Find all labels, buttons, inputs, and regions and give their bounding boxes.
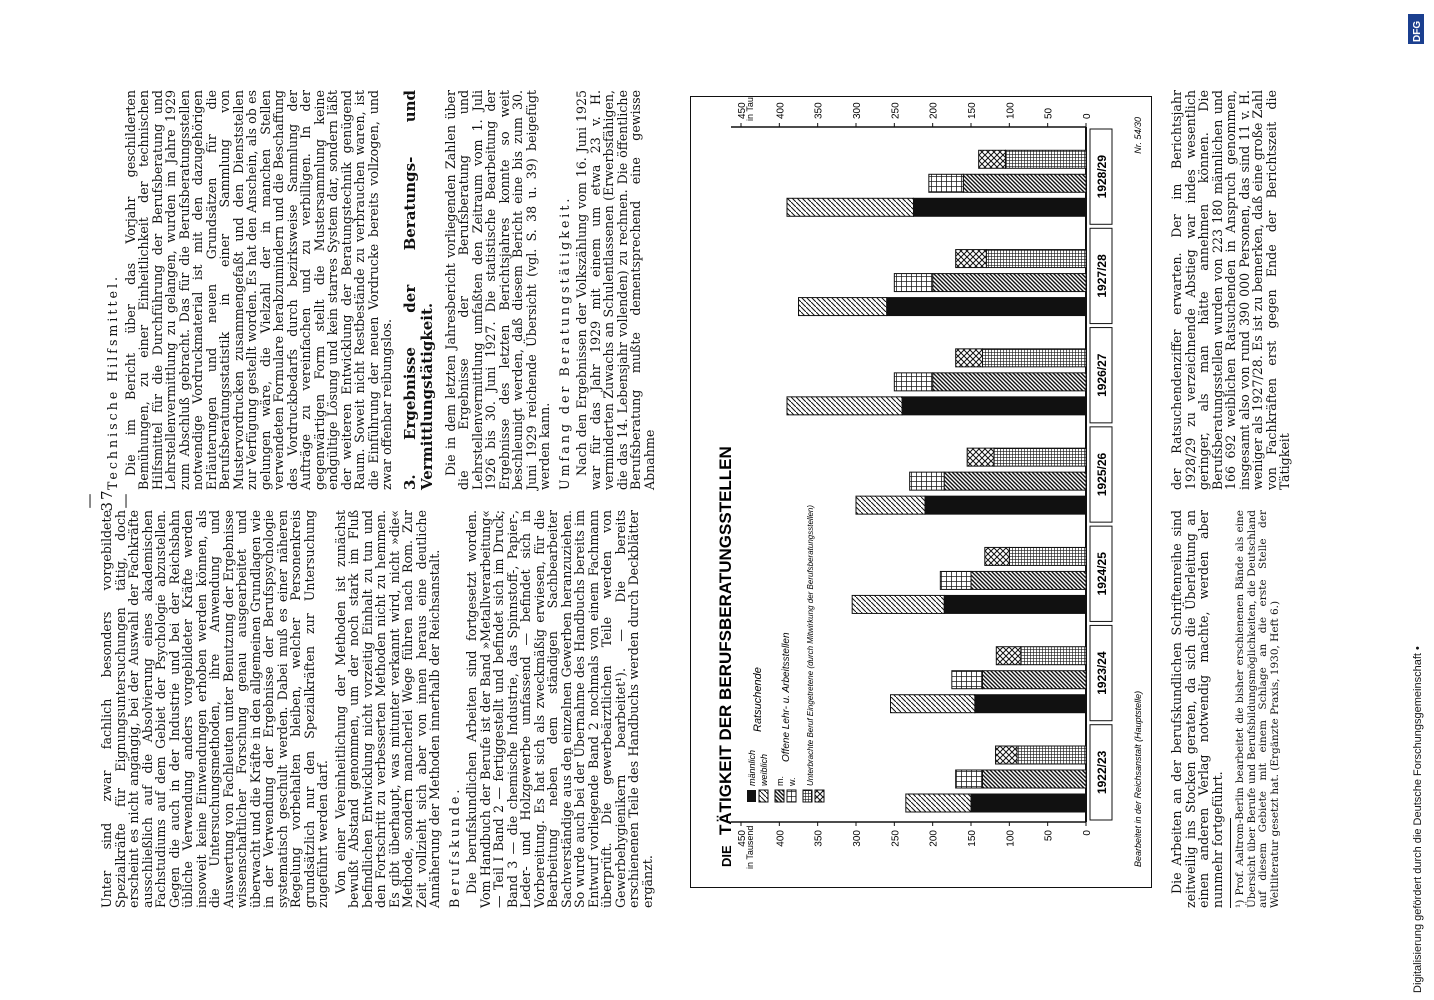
y-tick-label-right: 50 (1043, 107, 1055, 119)
category-label: 1925/26 (1095, 452, 1109, 497)
bar-segment (944, 472, 1086, 490)
bar-segment (887, 298, 1086, 316)
paragraph: Unter sind zwar fachlich besonders vorgebildete Spezialkräfte für Eignungsuntersuchungen tätig, doch erscheint es nicht angängig, bei der Auswahl der Fachkräfte ausschließlich auf die Absolvierung eines akademischen Fachstudiums auf dem Gebiet der Psychologie abzustellen. Gegen die auch in der Industrie und bei der Reichsbahn übliche Verwendung anders vorgebildeter Kräfte werden insoweit keine Einwendungen erhoben werden können, als die Untersuchungsmethoden, ihre Anwendung und Auswertung von Fachleuten unter Benutzung der Ergebnisse wissenschaftlicher Forschung genau ausgearbeitet und überwacht und die Kräfte in den allgemeinen Grundlagen wie in der Verwendung der Ergebnisse der Berufspsychologie systematisch geschult werden. Dabei muß es einer näheren Regelung vorbehalten bleiben, welcher Personenkreis grundsätzlich nur den Spezialkräften zur Untersuchung zugeführt werden darf. (99, 510, 330, 908)
bar-segment (787, 198, 914, 216)
y-tick-label-left: 350 (813, 830, 825, 847)
bar-segment (902, 397, 1086, 415)
y-tick-label-right: 200 (928, 102, 940, 119)
y-tick-label-right: 0 (1082, 113, 1093, 119)
legend-m: m. (775, 776, 785, 786)
subheading-berufskunde: Berufskunde. (446, 786, 462, 908)
y-tick-label-right: 300 (852, 102, 863, 119)
bar-segment (944, 595, 1086, 613)
bar-segment (933, 373, 1086, 391)
bar-segment (891, 695, 975, 713)
legend-swatch-maennlich (747, 790, 756, 802)
dfg-logo-text: DFG (1412, 20, 1423, 42)
bar-segment (1006, 150, 1087, 168)
section-heading: 3. Ergebnisse der Beratungs- und Vermittlungstätigkeit. (400, 90, 436, 490)
chart-title: TÄTIGKEIT DER BERUFSBERATUNGSSTELLEN (716, 446, 735, 835)
bar-segment (1021, 647, 1086, 665)
y-tick-label-right: 250 (890, 102, 902, 119)
bar-segment (894, 274, 932, 292)
bar-segment (996, 746, 1017, 764)
footnote: ¹) Prof. Aaltrom-Berlin bearbeitet die bisher erschienenen Bände als eine Übersicht über Berufe und Berufsbildungsmöglichkeiten, die Deutschland auf diesem Gebiete mit einem Schlage an die erste Stelle der Weltliteratur gesetzt hat. (Ergänzte Praxis, 1930, Heft 6.) (1234, 510, 1281, 908)
bar-segment (994, 448, 1086, 466)
category-label: 1922/23 (1095, 750, 1109, 795)
legend-swatch-weiblich (759, 790, 768, 802)
legend-swatch-untergebracht-m (803, 790, 812, 802)
footnote-divider (1230, 818, 1231, 908)
category-label: 1928/29 (1095, 154, 1109, 199)
bar-segment (979, 150, 1006, 168)
bar-segment (985, 547, 1010, 565)
chart-svg (691, 97, 1151, 887)
bar-segment (971, 571, 1086, 589)
bar-segment (1017, 746, 1086, 764)
paragraph: der Ratsuchendenziffer erwarten. Der im Berichtsjahr 1928/29 zu verzeichnende Abstieg war indes wesentlich geringer, als man hätte annehmen können. Die Berufsberatungsstellen wurden von 223 180 männlichen und 166 692 weiblichen Ratsuchenden in Anspruch genommen, insgesamt also von rund 390 000 Personen, das sind 11 v. H. weniger als 1927/28. Es ist zu bemerken, daß eine große Zahl von Fachkräften erst gegen Ende der Berichtszeit die Tätigkeit (1169, 90, 1292, 490)
bar-segment (971, 794, 1086, 812)
y-tick-label-left: 300 (852, 830, 863, 847)
bar-segment (787, 397, 902, 415)
chart-number: Nr. 54/30 (1133, 117, 1143, 154)
bar-segment (856, 496, 925, 514)
bar-segment (975, 695, 1086, 713)
y-unit-label-right: in Tausend (745, 97, 755, 121)
y-tick-label-right: 150 (967, 102, 978, 119)
paragraph: Die im Bericht über das Vorjahr geschilderten Bemühungen, zu einer Einheitlichkeit der technischen Hilfsmittel für die Durchführung der Berufsberatung und Lehrstellenvermittlung zu gelangen, wurden im Jahre 1929 zum Abschluß gebracht. Das für die Berufsberatungsstellen notwendige Vordruckmaterial ist mit den dazugehörigen Erläuterungen und neuen Grundsätzen für die Berufsberatungsstatistik in einer Sammlung von Mustervordrucken zusammengefaßt und den Dienststellen zur Verfügung gestellt worden. Es hat den Anschein, als ob es gelungen wäre, die Vielzahl der in manchen Stellen verwendeten Formulare herabzumindern und die Beschaffung des Vordruckbedarfs durch bezirksweise Sammlung der Aufträge zu vereinfachen und zu verbilligen. In der gegenwärtigen Form stellt die Mustersammlung keine endgültige Lösung und kein starres System dar, sondern läßt der weiteren Entwicklung der Beratungstechnik genügend Raum. Soweit nicht Restbestände zu verbrauchen waren, ist die Einführung der neuen Vordrucke bereits vollzogen, und zwar offenbar reibungslos. (122, 90, 394, 490)
y-tick-label-left: 400 (775, 830, 787, 847)
bar-chart (690, 96, 1152, 888)
legend-offene: Offene Lehr- u. Arbeitsstellen (781, 632, 792, 762)
y-unit-label-left: in Tausend (745, 825, 755, 869)
stamp-text: Digitalisierung gefördert durch die Deutsche Forschungsgemeinschaft • (1412, 646, 1424, 993)
bar-segment (933, 274, 1086, 292)
text-column-lower-right (1170, 90, 1296, 490)
category-label: 1927/28 (1095, 254, 1109, 298)
legend-ratsuchende: Ratsuchende (752, 667, 764, 732)
legend-swatch-m (775, 790, 784, 802)
bar-segment (996, 647, 1021, 665)
legend-maennlich: männlich (747, 749, 757, 786)
paragraph: Die Arbeiten an der berufskundlichen Schriftenreihe sind zeitweilig ins Stocken geraten, da sich die Überleitung an einen anderen Verlag notwendig machte, werden aber nunmehr fortgeführt. (1169, 510, 1225, 908)
bar-segment (963, 174, 1086, 192)
page-number: — 37 — (80, 488, 134, 512)
text-column-lower-left (1170, 510, 1285, 908)
y-tick-label-left: 150 (967, 830, 978, 847)
bar-segment (799, 298, 887, 316)
bar-segment (906, 794, 971, 812)
chart-source: Bearbeitet in der Reichsanstalt (Hauptstelle) (1133, 690, 1143, 867)
dfg-stamp (1405, 8, 1429, 998)
bar-segment (894, 373, 932, 391)
legend-weiblich: weiblich (759, 753, 769, 786)
paragraph: Nach den Ergebnissen der Volkszählung vom 16. Juni 1925 war für das Jahr 1929 mit einem um etwa 23 v. H. verminderten Zuwachs an Schulentlassenen (Erwerbsfähigen, die das 14. Lebensjahr vollenden) zu rechnen. Die öffentliche Berufsberatung mußte dementsprechend eine gewisse Abnahme (574, 90, 657, 490)
y-tick-label-right: 350 (813, 102, 825, 119)
y-tick-label-left: 0 (1082, 830, 1093, 836)
bar-segment (1009, 547, 1086, 565)
y-tick-label-left: 250 (890, 830, 902, 847)
text-column-upper-left (100, 510, 658, 908)
subheading-technische-hilfsmittel: Technische Hilfsmittel. (105, 274, 120, 490)
bar-segment (956, 250, 987, 268)
y-tick-label-left: 50 (1043, 830, 1055, 842)
bar-segment (967, 448, 994, 466)
y-tick-label-left: 200 (928, 830, 940, 847)
paragraph: Die berufskundlichen Arbeiten sind fortgesetzt worden. Vom Handbuch der Berufe ist der Band »Metallverarbeitung« — Teil I Band 2 — fertiggestellt und befindet sich im Druck; Band 3 — die chemische Industrie, das Spinnstoff-, Papier-, Leder- und Holzgewerbe umfassend — befindet sich in Vorbereitung. Es hat sich als zweckmäßig erwiesen, für die Bearbeitung neben dem ständigen Sachbearbeiter Sachverständige aus den einzelnen Gewerben heranzuziehen. So wurde auch bei der Übernahme des Handbuchs bereits im Entwurf vorliegende Band 2 nochmals von einem Fachmann überprüft. Die gewerbeärztlichen Teile werden von Gewerbehygienikern bearbeitet¹). — Die bereits erschienenen Teile des Handbuchs werden durch Deckblätter ergänzt. (464, 510, 655, 908)
chart-title-die: DIE (719, 845, 734, 867)
bar-segment (983, 349, 1087, 367)
paragraph: Von einer Vereinheitlichung der Methoden ist zunächst bewußt Abstand genommen, um der noch stark im Fluß befindlichen Entwicklung nicht vorzeitig Einhalt zu tun und den Fortschritt zu verbesserten Methoden nicht zu hemmen. Es gibt überhaupt, was mitunter verkannt wird, nicht »die« Methode, sondern mancherlei Wege führen nach Rom. Zur Zeit vollzieht sich aber von innen heraus eine deutliche Annäherung der Methoden innerhalb der Reichsanstalt. (332, 510, 442, 908)
y-tick-label-left: 450 (737, 830, 748, 847)
category-label: 1924/25 (1095, 552, 1109, 596)
y-tick-label-right: 400 (775, 102, 787, 119)
bar-segment (952, 671, 983, 689)
subheading-umfang: Umfang der Beratungstätigkeit. (556, 195, 572, 490)
bar-segment (983, 671, 1087, 689)
bar-segment (910, 472, 945, 490)
bar-segment (852, 595, 944, 613)
category-label: 1923/24 (1095, 651, 1109, 695)
paragraph: Die in dem letzten Jahresbericht vorliegenden Zahlen über die Ergebnisse der Berufsberatung und Lehrstellenvermittlung umfaßten den Zeitraum vom 1. Juli 1926 bis 30. Juni 1927. Die statistische Bearbeitung der Ergebnisse des letzten Berichtsjahres konnte so weit beschleunigt werden, daß diesem Bericht eine bis zum 30. Juni 1929 reichende Übersicht (vgl. S. 38 u. 39) beigefügt werden kann. (442, 90, 552, 490)
bar-segment (956, 349, 983, 367)
bar-segment (929, 174, 964, 192)
legend-swatch-untergebracht-w (815, 790, 824, 802)
bar-segment (986, 250, 1086, 268)
y-tick-label-right: 450 (737, 102, 748, 119)
bar-segment (940, 571, 971, 589)
bar-segment (983, 770, 1087, 788)
legend-untergebracht: Unterbrachte Beruf Eingetretene (durch Mitwirkung der Berufsberatungsstellen) (806, 504, 815, 786)
legend-w: w. (787, 777, 797, 786)
legend-swatch-w (787, 790, 796, 802)
y-tick-label-right: 100 (1005, 102, 1017, 119)
bar-segment (914, 198, 1087, 216)
bar-segment (925, 496, 1086, 514)
category-label: 1926/27 (1095, 353, 1109, 397)
text-column-upper-right (100, 90, 660, 490)
bar-segment (956, 770, 983, 788)
y-tick-label-left: 100 (1005, 830, 1017, 847)
